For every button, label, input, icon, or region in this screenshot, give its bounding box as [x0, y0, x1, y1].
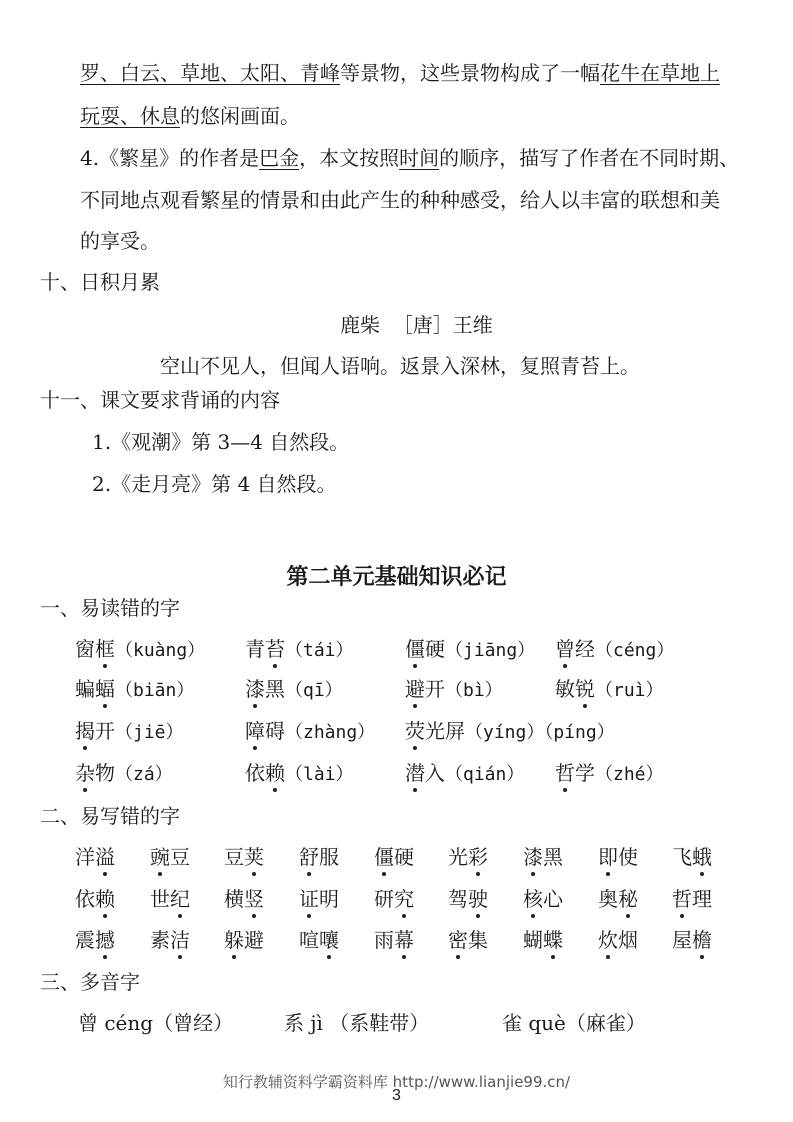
- pronunciation-item: [555, 676, 664, 704]
- page-number: 3: [392, 1087, 401, 1104]
- vocab-char: 赖: [95, 887, 115, 911]
- vocab-char: 屋: [672, 928, 692, 952]
- vocab-char: 豆: [170, 845, 190, 869]
- vocab-word: [245, 676, 285, 702]
- vocab-char: 开: [425, 677, 445, 701]
- underlined-answer: 罗、白云、草地、太阳、青峰: [80, 61, 340, 85]
- vocab-char: 屏: [445, 719, 465, 743]
- vocab-word: [555, 676, 595, 702]
- vocab-word: [374, 886, 414, 912]
- vocab-word: [299, 886, 339, 912]
- spelling-item: [448, 886, 488, 912]
- vocab-char: 窗: [75, 637, 95, 661]
- vocab-char: 僵: [405, 637, 425, 661]
- spelling-item: [75, 844, 115, 870]
- vocab-char: 僵: [374, 845, 394, 869]
- vocab-char: 蝙: [75, 677, 95, 701]
- vocab-char: 曾: [555, 637, 575, 661]
- vocab-word: [405, 760, 445, 786]
- para2-line2: 不同地点观看繁星的情景和由此产生的种种感受，给人以丰富的联想和美: [80, 188, 720, 212]
- part3-heading: 三、多音字: [40, 970, 140, 994]
- vocab-char: 依: [75, 887, 95, 911]
- vocab-char: 漆: [245, 677, 265, 701]
- vocab-char: 入: [425, 761, 445, 785]
- vocab-word: [598, 886, 638, 912]
- vocab-char: 集: [468, 928, 488, 952]
- vocab-word: [523, 927, 563, 953]
- text-segment: ，本文按照: [299, 146, 400, 170]
- vocab-char: 秘: [618, 887, 638, 911]
- vocab-char: 敏: [555, 677, 575, 701]
- pronunciation-item: [555, 636, 674, 664]
- poem-title: 鹿柴 ［唐］王维: [340, 313, 493, 337]
- spelling-item: [598, 927, 638, 953]
- vocab-char: 苔: [265, 637, 285, 661]
- vocab-word: [75, 760, 115, 786]
- pinyin: （ruì）: [595, 680, 664, 701]
- text-segment: 4.《繁星》的作者是: [80, 146, 260, 170]
- part2-heading: 二、易写错的字: [40, 804, 180, 828]
- pronunciation-item: [75, 760, 173, 788]
- spelling-item: [299, 927, 339, 953]
- vocab-char: 障: [245, 719, 265, 743]
- vocab-char: 溢: [95, 845, 115, 869]
- pinyin: （zhàng）: [285, 722, 376, 743]
- vocab-char: 纪: [170, 887, 190, 911]
- vocab-char: 青: [245, 637, 265, 661]
- part1-heading: 一、易读错的字: [40, 596, 180, 620]
- vocab-word: [224, 886, 264, 912]
- vocab-word: [598, 927, 638, 953]
- section10-heading: 十、日积月累: [40, 270, 160, 294]
- spelling-item: [672, 886, 712, 912]
- vocab-char: 硬: [394, 845, 414, 869]
- vocab-char: 炊: [598, 928, 618, 952]
- vocab-word: [448, 844, 488, 870]
- spelling-item: [299, 844, 339, 870]
- spelling-item: [224, 886, 264, 912]
- spelling-item: [523, 844, 563, 870]
- vocab-char: 锐: [575, 677, 595, 701]
- spelling-item: [672, 927, 712, 953]
- pinyin: （qián）: [445, 764, 525, 785]
- vocab-char: 密: [448, 928, 468, 952]
- vocab-char: 竖: [244, 887, 264, 911]
- polyphone-item-1: 曾 céng（曾经）: [78, 1011, 234, 1035]
- pronunciation-item: [75, 718, 184, 746]
- underlined-answer: 玩耍、休息: [80, 104, 180, 128]
- pinyin: （bì）: [445, 680, 503, 701]
- vocab-word: [299, 844, 339, 870]
- vocab-word: [672, 844, 712, 870]
- vocab-word: [75, 676, 115, 702]
- poem-text: 空山不见人，但闻人语响。返景入深林，复照青苔上。: [160, 354, 640, 378]
- vocab-word: [245, 760, 285, 786]
- vocab-char: 证: [299, 887, 319, 911]
- spelling-item: [598, 844, 638, 870]
- underlined-answer: 花牛在草地上: [600, 61, 720, 85]
- text-segment: 等景物，这些景物构成了一幅: [340, 61, 600, 85]
- pronunciation-item: [245, 676, 343, 704]
- vocab-char: 潜: [405, 761, 425, 785]
- spelling-item: [224, 844, 264, 870]
- spelling-item: [374, 886, 414, 912]
- vocab-word: [245, 718, 285, 744]
- vocab-char: 硬: [425, 637, 445, 661]
- vocab-word: [150, 927, 190, 953]
- vocab-word: [598, 844, 638, 870]
- pinyin: （lài）: [285, 764, 354, 785]
- vocab-word: [224, 844, 264, 870]
- pronunciation-item: [245, 636, 354, 664]
- vocab-char: 漆: [523, 845, 543, 869]
- underlined-answer: 时间: [399, 146, 440, 170]
- vocab-char: 心: [543, 887, 563, 911]
- vocab-word: [75, 886, 115, 912]
- pinyin: （kuàng）: [115, 640, 206, 661]
- vocab-word: [555, 760, 595, 786]
- vocab-word: [245, 636, 285, 662]
- vocab-char: 幕: [394, 928, 414, 952]
- spelling-item: [672, 844, 712, 870]
- vocab-char: 光: [448, 845, 468, 869]
- vocab-char: 震: [75, 928, 95, 952]
- spelling-item: [299, 886, 339, 912]
- vocab-char: 洁: [170, 928, 190, 952]
- vocab-word: [405, 718, 465, 744]
- vocab-word: [672, 886, 712, 912]
- vocab-word: [75, 636, 115, 662]
- vocab-char: 黑: [543, 845, 563, 869]
- vocab-char: 烟: [618, 928, 638, 952]
- vocab-char: 洋: [75, 845, 95, 869]
- unit-title: 第二单元基础知识必记: [286, 565, 507, 590]
- vocab-char: 明: [319, 887, 339, 911]
- pronunciation-item: [405, 636, 535, 664]
- polyphone-item-3: 雀 què（麻雀）: [502, 1011, 646, 1035]
- spelling-item: [523, 886, 563, 912]
- vocab-char: 开: [95, 719, 115, 743]
- vocab-word: [150, 886, 190, 912]
- vocab-char: 喧: [299, 928, 319, 952]
- pronunciation-item: [405, 676, 503, 704]
- vocab-char: 研: [374, 887, 394, 911]
- vocab-char: 杂: [75, 761, 95, 785]
- vocab-word: [75, 927, 115, 953]
- vocab-char: 光: [425, 719, 445, 743]
- pronunciation-item: [75, 676, 194, 704]
- vocab-word: [555, 636, 595, 662]
- pronunciation-item: [245, 760, 354, 788]
- vocab-word: [405, 636, 445, 662]
- vocab-char: 飞: [672, 845, 692, 869]
- recite-item-2: 2.《走月亮》第 4 自然段。: [92, 472, 337, 496]
- para2-line3: 的享受。: [80, 229, 160, 253]
- vocab-word: [374, 927, 414, 953]
- footer-link[interactable]: 知行教辅资料学霸资料库 http://www.lianjie99.cn/: [222, 1073, 571, 1091]
- vocab-char: 使: [618, 845, 638, 869]
- vocab-char: 舒: [299, 845, 319, 869]
- spelling-item: [598, 886, 638, 912]
- vocab-char: 荧: [405, 719, 425, 743]
- vocab-char: 蝠: [95, 677, 115, 701]
- vocab-word: [672, 927, 712, 953]
- pronunciation-item: [245, 718, 375, 746]
- vocab-word: [448, 886, 488, 912]
- vocab-char: 彩: [468, 845, 488, 869]
- pronunciation-item: [75, 636, 205, 664]
- vocab-char: 依: [245, 761, 265, 785]
- vocab-word: [523, 886, 563, 912]
- vocab-char: 荚: [244, 845, 264, 869]
- vocab-char: 哲: [672, 887, 692, 911]
- pronunciation-item: [405, 760, 524, 788]
- vocab-word: [150, 844, 190, 870]
- vocab-char: 究: [394, 887, 414, 911]
- vocab-word: [523, 844, 563, 870]
- spelling-item: [374, 844, 414, 870]
- section11-heading: 十一、课文要求背诵的内容: [40, 388, 280, 412]
- vocab-char: 横: [224, 887, 244, 911]
- vocab-char: 雨: [374, 928, 394, 952]
- vocab-char: 避: [244, 928, 264, 952]
- vocab-char: 驶: [468, 887, 488, 911]
- polyphone-item-2: 系 jì （系鞋带）: [284, 1011, 430, 1035]
- vocab-char: 蝴: [523, 928, 543, 952]
- spelling-item: [150, 927, 190, 953]
- vocab-char: 豆: [224, 845, 244, 869]
- pinyin: （yíng）（píng）: [465, 722, 615, 743]
- vocab-word: [448, 927, 488, 953]
- pinyin: （zá）: [115, 764, 173, 785]
- pinyin: （céng）: [595, 640, 675, 661]
- vocab-char: 物: [95, 761, 115, 785]
- vocab-char: 框: [95, 637, 115, 661]
- vocab-word: [299, 927, 339, 953]
- vocab-char: 避: [405, 677, 425, 701]
- vocab-char: 驾: [448, 887, 468, 911]
- vocab-char: 蝶: [543, 928, 563, 952]
- vocab-char: 躲: [224, 928, 244, 952]
- vocab-word: [224, 927, 264, 953]
- pinyin: （qī）: [285, 680, 343, 701]
- pinyin: （jiāng）: [445, 640, 536, 661]
- spelling-item: [150, 844, 190, 870]
- vocab-char: 黑: [265, 677, 285, 701]
- pinyin: （jiē）: [115, 722, 184, 743]
- vocab-char: 碍: [265, 719, 285, 743]
- vocab-char: 核: [523, 887, 543, 911]
- recite-item-1: 1.《观潮》第 3—4 自然段。: [92, 430, 350, 454]
- vocab-char: 即: [598, 845, 618, 869]
- vocab-char: 揭: [75, 719, 95, 743]
- text-segment: 的悠闲画面。: [180, 104, 300, 128]
- pinyin: （biān）: [115, 680, 195, 701]
- vocab-char: 哲: [555, 761, 575, 785]
- vocab-char: 嚷: [319, 928, 339, 952]
- para1-line1: [80, 60, 720, 86]
- para1-line2: [80, 103, 300, 129]
- spelling-item: [224, 927, 264, 953]
- vocab-char: 素: [150, 928, 170, 952]
- vocab-char: 经: [575, 637, 595, 661]
- pronunciation-item: [405, 718, 615, 746]
- spelling-item: [448, 927, 488, 953]
- text-segment: 的顺序，描写了作者在不同时期、: [439, 146, 740, 170]
- pronunciation-item: [555, 760, 664, 788]
- vocab-char: 蛾: [692, 845, 712, 869]
- vocab-char: 奥: [598, 887, 618, 911]
- spelling-item: [448, 844, 488, 870]
- vocab-char: 理: [692, 887, 712, 911]
- vocab-word: [405, 676, 445, 702]
- vocab-char: 服: [319, 845, 339, 869]
- spelling-item: [374, 927, 414, 953]
- spelling-item: [150, 886, 190, 912]
- vocab-char: 撼: [95, 928, 115, 952]
- vocab-word: [75, 718, 115, 744]
- spelling-item: [523, 927, 563, 953]
- vocab-char: 檐: [692, 928, 712, 952]
- pinyin: （tái）: [285, 640, 354, 661]
- para2-line1: [80, 145, 739, 171]
- vocab-word: [374, 844, 414, 870]
- vocab-char: 世: [150, 887, 170, 911]
- pinyin: （zhé）: [595, 764, 664, 785]
- spelling-item: [75, 927, 115, 953]
- spelling-item: [75, 886, 115, 912]
- vocab-char: 豌: [150, 845, 170, 869]
- vocab-word: [75, 844, 115, 870]
- vocab-char: 赖: [265, 761, 285, 785]
- vocab-char: 学: [575, 761, 595, 785]
- underlined-answer: 巴金: [259, 146, 300, 170]
